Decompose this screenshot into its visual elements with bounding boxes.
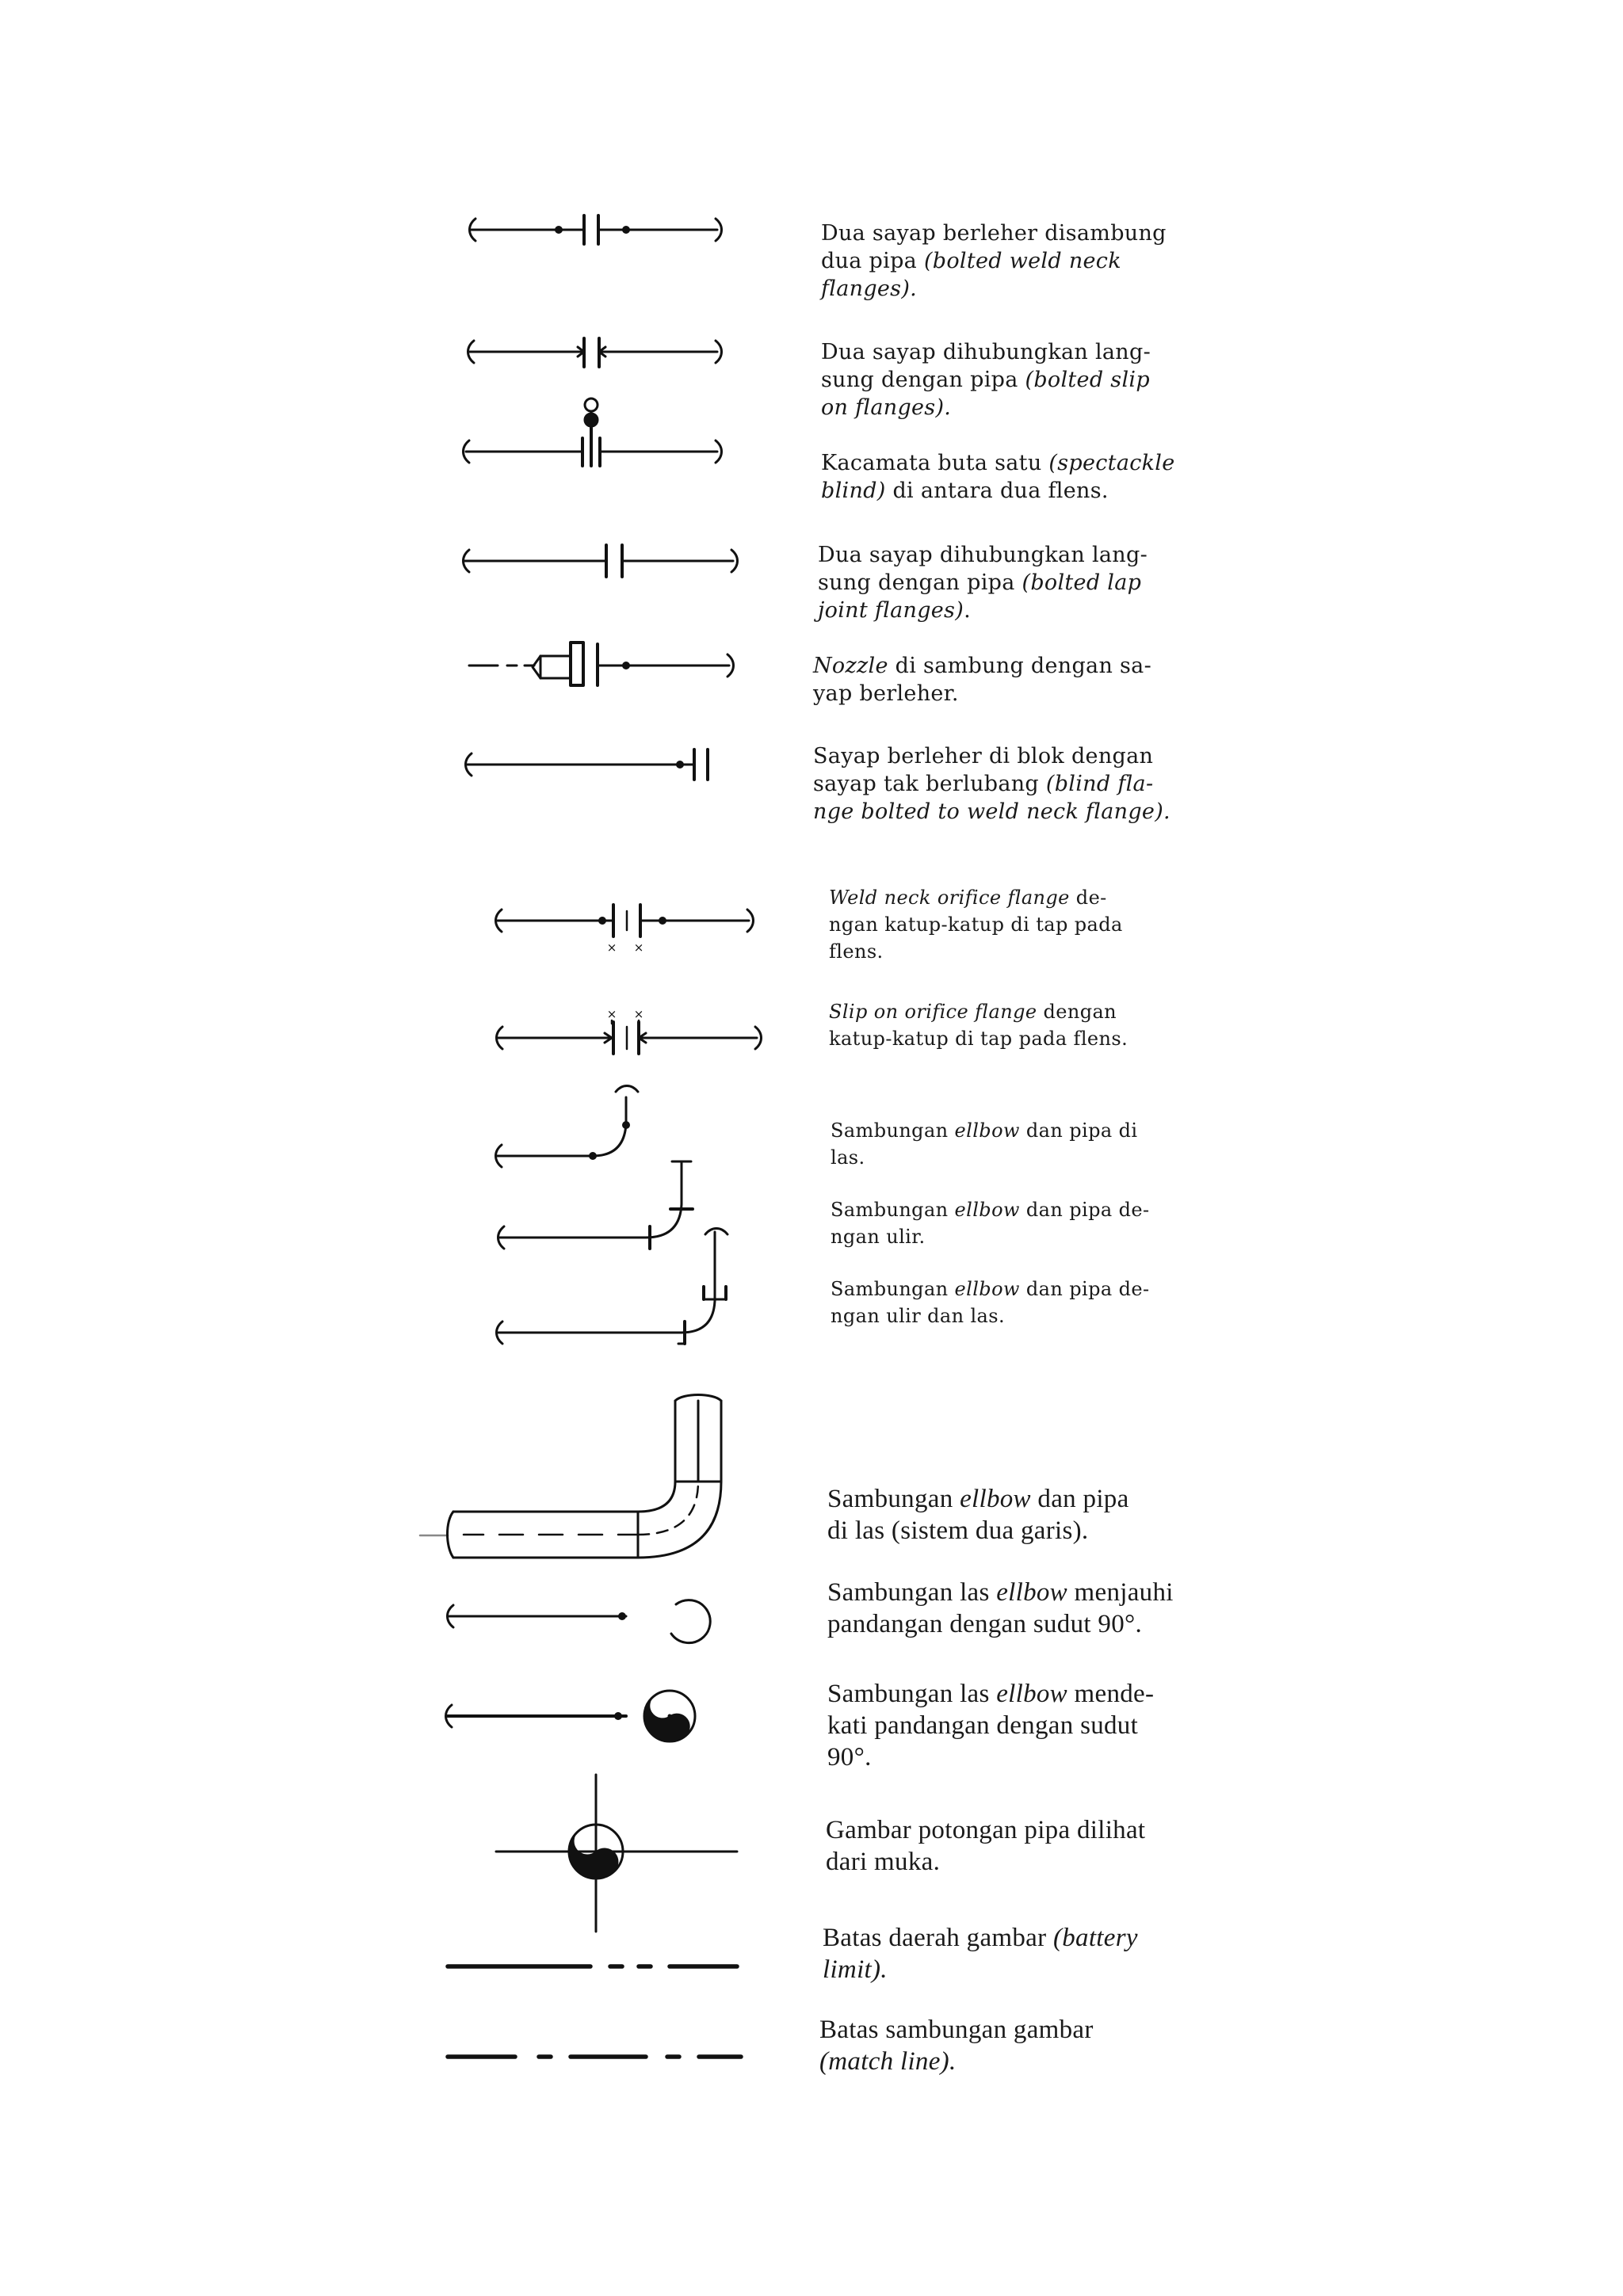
description-line xyxy=(813,798,1170,826)
description-bolted-slip-on-flanges xyxy=(821,338,1151,421)
italic-run: Nozzle xyxy=(813,654,888,678)
symbol-bolted-weld-neck-flanges xyxy=(470,215,722,244)
description-bolted-lap-joint-flanges xyxy=(818,541,1148,624)
description-bolted-weld-neck-flanges xyxy=(821,219,1167,303)
description-line xyxy=(818,541,1148,569)
symbol-double-line-elbow xyxy=(420,1395,721,1558)
text-run: sayap tak berlubang xyxy=(813,772,1046,796)
description-line xyxy=(827,1483,1129,1515)
description-nozzle-flange xyxy=(813,652,1151,707)
description-line xyxy=(831,1196,1149,1223)
description-line xyxy=(826,1814,1145,1846)
text-run: mende- xyxy=(1067,1680,1155,1708)
description-line xyxy=(826,1846,1145,1878)
description-line xyxy=(823,1954,1138,1985)
description-blind-flange xyxy=(813,742,1170,826)
italic-run: flanges). xyxy=(821,277,918,301)
description-screwed-elbow xyxy=(831,1196,1149,1250)
text-run: flens. xyxy=(829,940,884,963)
description-line xyxy=(821,338,1151,366)
description-double-line-elbow xyxy=(827,1483,1129,1547)
italic-run: (bolted weld neck xyxy=(923,249,1121,273)
symbol-screwed-welded-elbow xyxy=(497,1229,728,1344)
text-run: dan pipa de- xyxy=(1019,1278,1150,1300)
text-run: Sambungan las xyxy=(827,1578,997,1607)
italic-run: ellbow xyxy=(996,1680,1067,1708)
italic-run: joint flanges) xyxy=(818,598,964,623)
description-line xyxy=(827,1608,1174,1640)
description-match-line xyxy=(819,2014,1094,2077)
symbol-spectacle-blind xyxy=(464,399,722,466)
italic-run: (bolted slip xyxy=(1025,368,1150,392)
text-run: pandangan dengan sudut 90°. xyxy=(827,1610,1143,1638)
description-line xyxy=(813,680,1151,707)
description-welded-elbow xyxy=(831,1117,1137,1171)
italic-run: ellbow xyxy=(954,1199,1020,1221)
text-run: de- xyxy=(1069,887,1107,909)
symbol-pipe-section xyxy=(496,1775,737,1932)
text-run: dengan xyxy=(1037,1001,1117,1023)
text-run: Dua sayap berleher disambung xyxy=(821,221,1167,246)
symbol-weld-neck-orifice-flange xyxy=(496,905,754,955)
symbol-nozzle-flange xyxy=(469,643,734,685)
text-run: sung dengan pipa xyxy=(821,368,1025,392)
symbol-elbow-turned-away xyxy=(448,1600,711,1643)
text-run: Sayap berleher di blok dengan xyxy=(813,744,1154,769)
text-run: Sambungan xyxy=(831,1278,955,1300)
italic-run: Slip on orifice flange xyxy=(829,1001,1037,1023)
description-line xyxy=(823,1922,1138,1954)
text-run: dan pipa xyxy=(1030,1485,1129,1513)
text-run: sung dengan pipa xyxy=(818,570,1022,595)
description-line xyxy=(829,938,1123,965)
text-run: Dua sayap dihubungkan lang- xyxy=(818,543,1148,567)
italic-run: ellbow xyxy=(954,1119,1020,1142)
text-run: dan pipa de- xyxy=(1019,1199,1150,1221)
description-line xyxy=(827,1678,1154,1710)
text-run: menjauhi xyxy=(1067,1578,1174,1607)
text-run: dua pipa xyxy=(821,249,924,273)
text-run: las. xyxy=(831,1146,865,1169)
description-line xyxy=(818,569,1148,597)
text-run: katup-katup di tap pada flens. xyxy=(829,1028,1128,1050)
description-slip-on-orifice-flange xyxy=(829,998,1128,1052)
description-line xyxy=(827,1577,1174,1608)
text-run: Batas sambungan gambar xyxy=(819,2016,1094,2044)
description-spectacle-blind xyxy=(821,449,1175,505)
italic-run: (match line). xyxy=(819,2047,957,2076)
description-line xyxy=(813,742,1170,770)
symbol-welded-elbow xyxy=(496,1086,639,1168)
description-line xyxy=(818,597,1148,624)
text-run: kati pandangan dengan sudut xyxy=(827,1711,1139,1740)
description-line xyxy=(831,1223,1149,1250)
text-run: di sambung dengan sa- xyxy=(888,654,1151,678)
italic-run: (bolted lap xyxy=(1022,570,1142,595)
symbol-screwed-elbow xyxy=(498,1161,693,1249)
description-line xyxy=(821,366,1151,394)
text-run: di antara dua flens. xyxy=(885,479,1109,503)
text-run: Gambar potongan pipa dilihat xyxy=(826,1816,1146,1844)
description-line xyxy=(813,770,1170,798)
description-line xyxy=(831,1276,1149,1302)
italic-run: on flanges). xyxy=(821,395,952,420)
text-run: di las (sistem dua garis). xyxy=(827,1516,1089,1545)
description-line xyxy=(813,652,1151,680)
italic-run: limit). xyxy=(823,1955,888,1984)
italic-run: blind) xyxy=(821,479,886,503)
description-line xyxy=(829,998,1128,1025)
description-line xyxy=(819,2014,1094,2046)
description-line xyxy=(831,1302,1149,1329)
description-line xyxy=(827,1515,1129,1547)
italic-run: ellbow xyxy=(960,1485,1031,1513)
symbol-blind-flange xyxy=(466,749,708,780)
text-run: yap berleher. xyxy=(813,681,959,706)
description-line xyxy=(829,911,1123,938)
svg-text:×: × xyxy=(633,1007,644,1021)
description-line xyxy=(821,275,1167,303)
text-run: . xyxy=(964,598,971,623)
symbol-elbow-turned-toward xyxy=(446,1688,696,1752)
description-line xyxy=(821,477,1175,505)
description-line xyxy=(827,1741,1154,1773)
italic-run: (blind fla- xyxy=(1045,772,1154,796)
svg-text:×: × xyxy=(606,940,617,955)
italic-run: ellbow xyxy=(954,1278,1020,1300)
symbol-bolted-slip-on-flanges xyxy=(468,338,722,367)
text-run: Sambungan xyxy=(827,1485,960,1513)
svg-text:×: × xyxy=(606,1007,617,1021)
symbol-bolted-lap-joint-flanges xyxy=(464,545,738,577)
description-line xyxy=(829,884,1123,911)
text-run: Sambungan las xyxy=(827,1680,997,1708)
text-run: Sambungan xyxy=(831,1199,955,1221)
description-pipe-section xyxy=(826,1814,1145,1878)
italic-run: (spectackle xyxy=(1048,451,1175,475)
description-line xyxy=(821,219,1167,247)
svg-text:×: × xyxy=(633,940,644,955)
text-run: Sambungan xyxy=(831,1119,955,1142)
description-screwed-welded-elbow xyxy=(831,1276,1149,1329)
description-line xyxy=(821,247,1167,275)
description-line xyxy=(827,1710,1154,1741)
italic-run: (battery xyxy=(1052,1924,1138,1952)
description-weld-neck-orifice-flange xyxy=(829,884,1123,965)
text-run: ngan ulir dan las. xyxy=(831,1305,1006,1327)
description-elbow-turned-away xyxy=(827,1577,1174,1640)
text-run: Dua sayap dihubungkan lang- xyxy=(821,340,1151,364)
italic-run: nge bolted to weld neck flange). xyxy=(813,799,1170,824)
description-elbow-turned-toward xyxy=(827,1678,1154,1773)
description-battery-limit xyxy=(823,1922,1138,1985)
text-run: dan pipa di xyxy=(1019,1119,1138,1142)
text-run: ngan ulir. xyxy=(831,1226,926,1248)
description-line xyxy=(831,1144,1137,1171)
italic-run: ellbow xyxy=(996,1578,1067,1607)
text-run: ngan katup-katup di tap pada xyxy=(829,913,1123,936)
text-run: Batas daerah gambar xyxy=(823,1924,1053,1952)
italic-run: Weld neck orifice flange xyxy=(829,887,1070,909)
description-line xyxy=(821,394,1151,421)
symbol-slip-on-orifice-flange xyxy=(497,1007,762,1054)
description-line xyxy=(819,2046,1094,2077)
description-line xyxy=(829,1025,1128,1052)
description-line xyxy=(831,1117,1137,1144)
text-run: dari muka. xyxy=(826,1848,941,1876)
text-run: Kacamata buta satu xyxy=(821,451,1049,475)
text-run: 90°. xyxy=(827,1743,872,1772)
description-line xyxy=(821,449,1175,477)
